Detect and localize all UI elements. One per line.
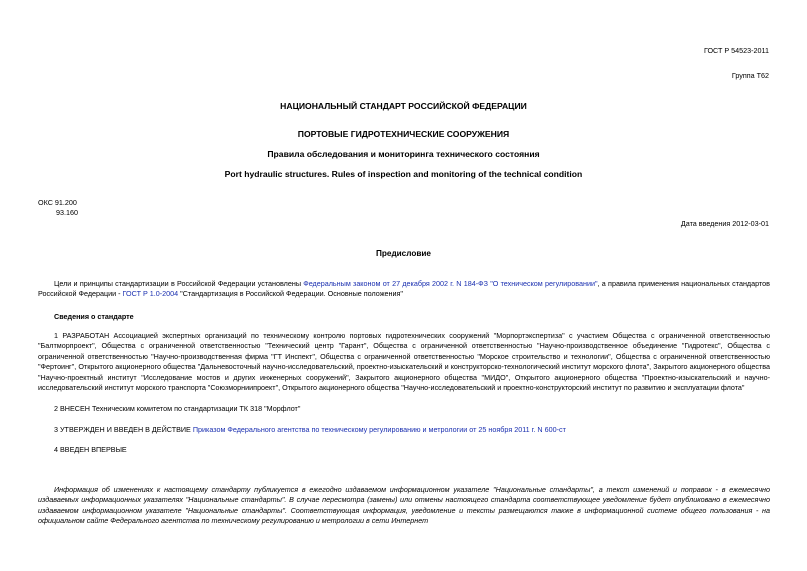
subtitle-ru: Правила обследования и мониторинга технического состояния [267,149,540,159]
intro-date: Дата введения 2012-03-01 [680,219,769,228]
foreword-paragraph [38,279,770,300]
foreword-text-1: Цели и принципы стандартизации в Российской Федерации установлены [54,279,304,288]
gost-number: ГОСТ Р 54523-2011 [703,46,769,55]
info-item-2: 2 ВНЕСЕН Техническим комитетом по стандартизации ТК 318 "Морфлот" [54,404,301,413]
gost-r-1-0-link[interactable]: ГОСТ Р 1.0-2004 [122,289,179,299]
info-item-3-text: 3 УТВЕРЖДЕН И ВВЕДЕН В ДЕЙСТВИЕ [54,425,193,434]
order-link[interactable]: Приказом Федерального агентства по техническому регулированию и метрологии от 25 ноября 2011 г. N 600-ст [192,425,566,434]
oks-code-1: ОКС 91.200 [38,198,77,207]
foreword-heading: Предисловие [376,249,431,258]
foreword-text-3: "Стандартизация в Российской Федерации. Основные положения" [178,289,403,299]
oks-code-2: 93.160 [56,208,78,217]
title-en: Port hydraulic structures. Rules of inspection and monitoring of the technical condition [224,169,583,179]
main-title-ru: ПОРТОВЫЕ ГИДРОТЕХНИЧЕСКИЕ СООРУЖЕНИЯ [297,129,510,139]
group-code: Группа Т62 [731,71,769,80]
notice-paragraph: Информация об изменениях к настоящему стандарту публикуется в ежегодно издаваемом информационном указателе "Национальные стандарты", а текст изменений и поправок - в ежемесячно издаваемых информационных указателях "Национальные стандарты". В случае пересмотра (замены) или отмены настоящего стандарта соответствующее уведомление будет опубликовано в ежемесячно издаваемом информационном указателе "Национальные стандарты". Соответствующая информация, уведомление и тексты размещаются также в информационной системе общего пользования - на официальном сайте Федерального агентства по техническому регулированию и метрологии в сети Интернет [38,485,770,526]
info-item-4: 4 ВВЕДЕН ВПЕРВЫЕ [54,445,127,454]
foreword-text-2: , а правила применения национальных стандартов Российской Федерации - [38,279,770,299]
standard-info-heading: Сведения о стандарте [54,312,134,321]
info-item-3 [54,425,566,435]
info-item-1: 1 РАЗРАБОТАН Ассоциацией экспертных организаций по техническому контролю портовых гидротехнических сооружений "Морпортэкспертиза" с участием Общества с ограниченной ответственностью "Балтморпроект", Общества с ограниченной ответственностью "Технический центр "Гарант", Общества с ограниченной ответственностью "Научно-производственное объединение "Гидротекс", Общества с ограниченной ответственностью "Научно-производственная фирма "ГТ Инспект", Общества с ограниченной ответственностью "Морское строительство и технологии", Общества с ограниченной ответственностью "Фертоинг", Открытого акционерного общества "Дальневосточный научно-исследовательский, проектно-изыскательский и конструкторско-технологический институт морского флота", Закрытого акционерного общества "Научно-проектный институт "Исследование мостов и других инженерных сооружений", Закрытого акционерного общества "МИДО", Открытого акционерного общества "Проектно-изыскательский и научно-исследовательский институт морского транспорта "Союзморниипроект", Открытого акционерного общества "Научно-исследовательский и проектно-конструкторский институт по развитию и эксплуатации флота" [38,331,770,393]
national-standard-title: НАЦИОНАЛЬНЫЙ СТАНДАРТ РОССИЙСКОЙ ФЕДЕРАЦИИ [280,101,527,111]
federal-law-link[interactable]: Федеральным законом от 27 декабря 2002 г. N 184-ФЗ "О техническом регулировании" [303,279,598,288]
